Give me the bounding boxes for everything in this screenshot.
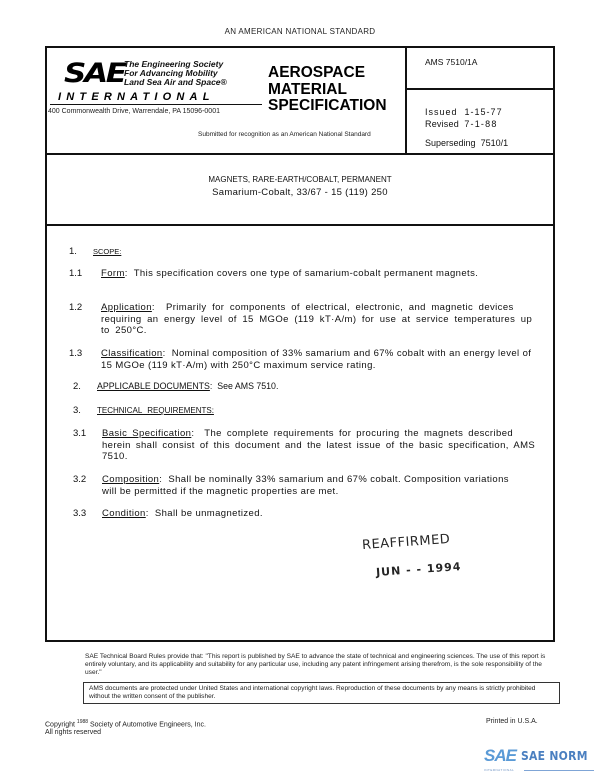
section-2: APPLICABLE DOCUMENTS: See AMS 7510. xyxy=(97,381,279,391)
section-heading: Composition xyxy=(102,474,160,485)
section-text: Primarily for components of electrical, electronic, and magnetic devices requiring an energy level of 15 MGOe (119 kT·A/m) for use at service temperatures up to 250°C. xyxy=(101,302,533,336)
reaffirmed-stamp: REAFFIRMED xyxy=(361,531,451,554)
tagline-line-1: The Engineering Society xyxy=(124,59,224,69)
section-heading: Basic Specification xyxy=(102,428,192,439)
submitted-note: Submitted for recognition as an American National Standard xyxy=(198,131,371,138)
issued-date: 1-15-77 xyxy=(464,107,503,117)
section-heading: Classification xyxy=(101,348,163,359)
copyright-prefix: Copyright xyxy=(45,721,75,729)
sae-international-wordmark: INTERNATIONAL xyxy=(58,91,215,103)
american-national-standard-banner: AN AMERICAN NATIONAL STANDARD xyxy=(224,27,376,36)
technical-board-rules: SAE Technical Board Rules provide that: "This report is published by SAE to advance the state of technical and engineering sciences. The use of this report is entirely voluntary, and its applicability and suitability for any particular use, including any patent infringement arising therefrom, is the sole responsibility of the user." xyxy=(85,653,546,676)
document-number: AMS 7510/1A xyxy=(425,57,478,67)
section-number: 1.3 xyxy=(69,348,83,359)
superseding-value: 7510/1 xyxy=(480,138,509,148)
title-line-3: SPECIFICATION xyxy=(268,97,387,114)
section-heading: SCOPE: xyxy=(93,247,122,256)
section-heading: TECHNICAL REQUIREMENTS: xyxy=(97,406,214,415)
section-heading: Application xyxy=(101,302,152,313)
section-number: 3.3 xyxy=(73,508,87,519)
copyright-year: 1988 xyxy=(76,719,89,725)
section-text: This specification covers one type of samarium-cobalt permanent magnets. xyxy=(133,268,479,279)
tagline-line-3: Land Sea Air and Space® xyxy=(124,77,227,87)
section-3-2: Composition: Shall be nominally 33% samarium and 67% cobalt. Composition variations will be permitted if the magnetic properties are met. xyxy=(102,474,509,497)
section-number: 3.1 xyxy=(73,428,87,439)
title-line-2: MATERIAL xyxy=(268,80,347,98)
section-text: See AMS 7510. xyxy=(217,381,279,391)
section-heading: Condition xyxy=(102,508,146,519)
subject-line-2: Samarium-Cobalt, 33/67 - 15 (119) 250 xyxy=(212,187,388,198)
section-number: 3. xyxy=(73,405,81,416)
reaffirmed-date-stamp: JUN - - 1994 xyxy=(375,560,462,579)
all-rights-reserved: All rights reserved xyxy=(45,729,102,737)
sae-norm-sub: INTERNATIONAL xyxy=(484,768,515,772)
section-1-3: Classification: Nominal composition of 33% samarium and 67% cobalt with an energy level of 15 MGOe (119 kT·A/m) with 250°C maximum service rating. xyxy=(101,348,532,371)
section-number: 1.1 xyxy=(69,268,83,279)
sae-norm-mark: SAE xyxy=(484,746,516,765)
section-heading: APPLICABLE DOCUMENTS xyxy=(97,381,210,391)
section-3-3: Condition: Shall be unmagnetized. xyxy=(102,508,263,519)
sae-norm-rule xyxy=(524,770,594,771)
section-text: Nominal composition of 33% samarium and 67% cobalt with an energy level of 15 MGOe (119 kT·A/m) with 250°C maximum service rating. xyxy=(101,348,532,371)
copyright-notice-box: AMS documents are protected under United States and international copyright laws. Reproduction of these documents by any means is strictly prohibited without the written consent of the publisher. xyxy=(83,682,560,704)
section-text: Shall be nominally 33% samarium and 67% cobalt. Composition variations will be permitted if the magnetic properties are met. xyxy=(102,474,509,497)
revised-date: 7-1-88 xyxy=(464,119,498,129)
sae-address: 400 Commonwealth Drive, Warrendale, PA 15096-0001 xyxy=(48,108,220,115)
section-3-1: Basic Specification: The complete requirements for procuring the magnets described herein shall consist of this document and the latest issue of the basic specification, AMS 7510. xyxy=(102,428,536,462)
section-number: 1. xyxy=(69,246,77,257)
issued-label: Issued xyxy=(425,107,458,117)
section-number: 1.2 xyxy=(69,302,83,313)
section-text: Shall be unmagnetized. xyxy=(154,508,263,519)
section-heading: Form xyxy=(101,268,125,279)
section-number: 2. xyxy=(73,381,81,392)
tagline-line-2: For Advancing Mobility xyxy=(124,68,218,78)
sae-norm-text: SAE NORM xyxy=(521,749,588,763)
sae-norm-watermark-logo xyxy=(484,746,599,776)
section-number: 3.2 xyxy=(73,474,87,485)
printed-in: Printed in U.S.A. xyxy=(486,718,538,725)
superseding-label: Superseding xyxy=(425,138,476,148)
copyright-org: Society of Automotive Engineers, Inc. xyxy=(90,721,206,729)
section-text: The complete requirements for procuring the magnets described herein shall consist of this document and the latest issue of the basic specification, AMS 7510. xyxy=(102,428,536,462)
section-1-2: Application: Primarily for components of electrical, electronic, and magnetic devices requiring an energy level of 15 MGOe (119 kT·A/m) for use at service temperatures up to 250°C. xyxy=(101,302,533,336)
title-line-1: AEROSPACE xyxy=(268,64,366,81)
subject-line-1: MAGNETS, RARE-EARTH/COBALT, PERMANENT xyxy=(208,175,392,184)
revised-label: Revised xyxy=(425,119,459,129)
section-1-1: Form: This specification covers one type of samarium-cobalt permanent magnets. xyxy=(101,268,479,279)
copyright xyxy=(45,718,206,737)
sae-logo-mark: SAE xyxy=(64,58,125,89)
